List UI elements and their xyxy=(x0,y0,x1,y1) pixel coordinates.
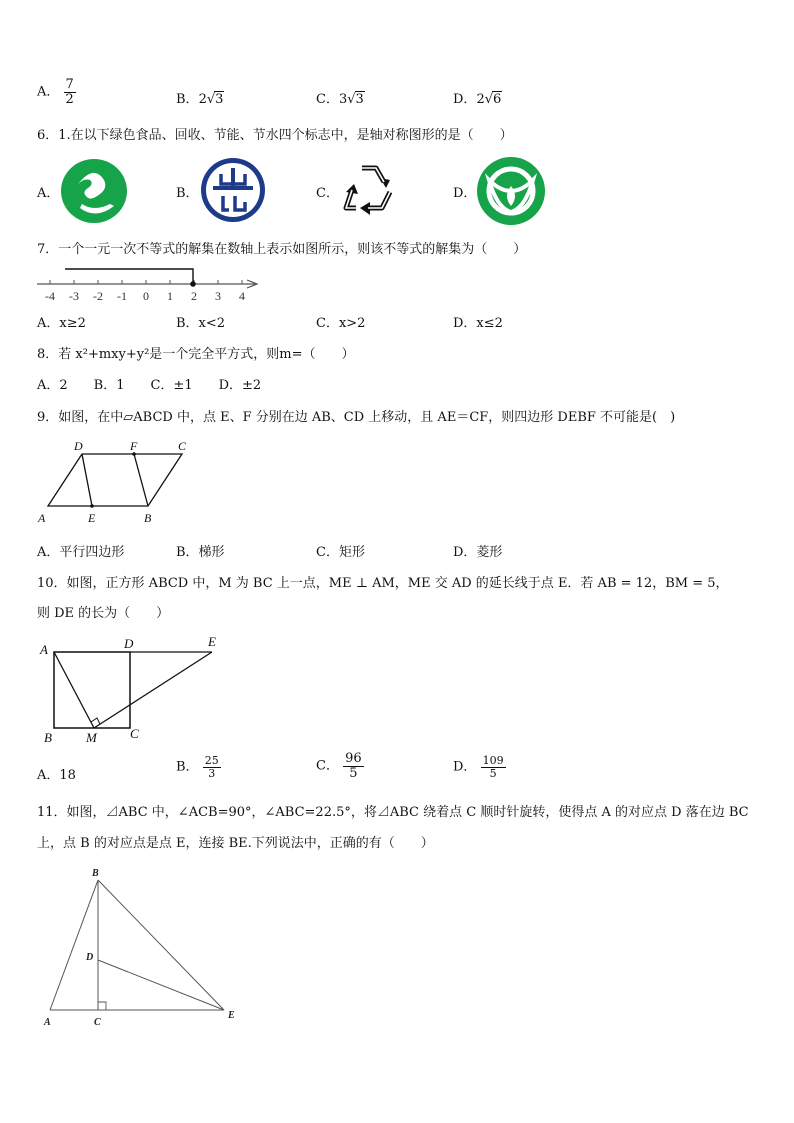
q9-option-a[interactable]: A．平行四边形 xyxy=(37,545,125,560)
tick-label: 3 xyxy=(215,289,221,303)
tick-label: -3 xyxy=(69,289,79,303)
point-e xyxy=(90,504,94,508)
q10-option-b[interactable] xyxy=(176,755,221,779)
q7-option-a[interactable]: A．x≥2 xyxy=(37,316,86,331)
option-letter: D． xyxy=(453,92,477,107)
q8-options[interactable]: A．2 B．1 C．±1 D．±2 xyxy=(37,378,262,393)
label-b: B xyxy=(144,511,152,525)
option-letter: B． xyxy=(176,92,199,107)
energy-saving-logo-icon[interactable] xyxy=(199,156,267,228)
q5-option-a[interactable] xyxy=(37,78,76,106)
q7-option-b[interactable]: B．x<2 xyxy=(176,316,226,331)
q6-option-b-label: B． xyxy=(176,186,199,201)
label-d: D xyxy=(74,439,83,453)
q6-option-a-label: A． xyxy=(37,186,60,201)
option-letter: C． xyxy=(316,758,339,774)
label-a: A xyxy=(44,1017,51,1028)
label-f: F xyxy=(130,439,138,453)
q5-option-c[interactable]: C．3√ 3 xyxy=(316,92,364,107)
sqrt-expression: √ 3 xyxy=(347,92,364,107)
segment-ab xyxy=(50,880,98,1010)
option-letter: C． xyxy=(316,92,339,107)
label-c: C xyxy=(130,726,139,741)
q10-line1: 10．如图，正方形 ABCD 中，M 为 BC 上一点，ME ⊥ AM，ME 交 AD 的延长线于点 E．若 AB = 12，BM = 5， xyxy=(37,576,729,591)
q8-stem: 8．若 x²+mxy+y²是一个完全平方式，则m=（ ） xyxy=(37,347,355,362)
label-c: C xyxy=(178,439,187,453)
parallelogram-abcd xyxy=(48,454,182,506)
segment-de xyxy=(82,454,92,506)
q10-option-c[interactable] xyxy=(316,752,364,780)
label-b: B xyxy=(92,868,99,879)
square-figure xyxy=(36,630,236,754)
square-abcd xyxy=(54,652,130,728)
q6-stem: 6．1.在以下绿色食品、回收、节能、节水四个标志中，是轴对称图形的是（ ） xyxy=(37,128,513,143)
fraction: $\frac{7}{2}$ xyxy=(65,77,74,107)
right-angle-mark xyxy=(98,1002,106,1010)
q10-option-d[interactable] xyxy=(453,755,506,779)
q7-option-d[interactable]: D．x≤2 xyxy=(453,316,503,331)
q9-option-b[interactable]: B．梯形 xyxy=(176,545,225,560)
q5-option-d[interactable]: D．2√ 6 xyxy=(453,92,502,107)
number-line-svg xyxy=(37,266,267,306)
q9-option-d[interactable]: D．菱形 xyxy=(453,545,503,560)
tick-label: -4 xyxy=(45,289,55,303)
label-m: M xyxy=(86,730,97,745)
segment-be xyxy=(98,880,224,1010)
option-letter: D． xyxy=(453,759,477,775)
segment-de xyxy=(98,960,224,1010)
label-e: E xyxy=(228,1010,235,1021)
q10-option-a[interactable]: A．18 xyxy=(37,768,76,783)
fraction: $\frac{109}{5}$ xyxy=(482,754,504,780)
fraction: $\frac{96}{5}$ xyxy=(345,751,362,781)
right-angle-mark xyxy=(91,718,100,724)
tick-label: 2 xyxy=(191,289,197,303)
water-saving-logo-icon[interactable] xyxy=(475,156,547,230)
label-c: C xyxy=(94,1017,101,1028)
tick-label: -2 xyxy=(93,289,103,303)
tick-label: 0 xyxy=(143,289,149,303)
q9-stem: 9．如图，在中▱ABCD 中，点 E、F 分别在边 AB、CD 上移动，且 AE＝CF，则四边形 DEBF 不可能是( ) xyxy=(37,410,676,425)
segment-am xyxy=(54,652,94,728)
q5-option-b[interactable]: B．2√ 3 xyxy=(176,92,224,107)
label-a: A xyxy=(40,642,48,657)
label-b: B xyxy=(44,730,52,745)
label-e: E xyxy=(88,511,96,525)
q7-option-c[interactable]: C．x>2 xyxy=(316,316,366,331)
parallelogram-figure xyxy=(36,438,196,532)
q10-line2: 则 DE 的长为（ ） xyxy=(37,606,170,621)
label-d: D xyxy=(124,636,134,651)
label-d: D xyxy=(86,952,94,963)
q9-option-c[interactable]: C．矩形 xyxy=(316,545,365,560)
option-letter: A． xyxy=(37,84,60,100)
sqrt-expression: √ 3 xyxy=(206,92,224,107)
q7-stem: 7．一个一元一次不等式的解集在数轴上表示如图所示，则该不等式的解集为（ ） xyxy=(37,242,527,257)
solution-ray xyxy=(65,269,193,284)
segment-me xyxy=(94,652,212,728)
number-line-figure xyxy=(37,266,267,310)
sqrt-expression: √ 6 xyxy=(484,92,502,107)
q6-option-c-label: C． xyxy=(316,186,339,201)
q11-line1: 11．如图，⊿ABC 中，∠ACB=90°，∠ABC=22.5°，将⊿ABC 绕着点 C 顺时针旋转，使得点 A 的对应点 D 落在边 BC xyxy=(37,805,749,820)
q6-option-d-label: D． xyxy=(453,186,477,201)
recycle-logo-icon[interactable] xyxy=(336,158,404,226)
option-letter: B． xyxy=(176,759,199,775)
tick-label: -1 xyxy=(117,289,127,303)
green-food-logo-icon[interactable] xyxy=(60,158,128,228)
segment-bf xyxy=(134,454,148,506)
label-a: A xyxy=(38,511,46,525)
q11-line2: 上，点 B 的对应点是点 E，连接 BE.下列说法中，正确的有（ ） xyxy=(37,836,434,851)
label-e: E xyxy=(208,634,216,649)
tick-label: 4 xyxy=(239,289,245,303)
fraction: $\frac{25}{3}$ xyxy=(204,754,219,780)
rotation-triangle-figure xyxy=(36,868,246,1034)
solid-dot xyxy=(190,281,196,287)
tick-label: 1 xyxy=(167,289,173,303)
